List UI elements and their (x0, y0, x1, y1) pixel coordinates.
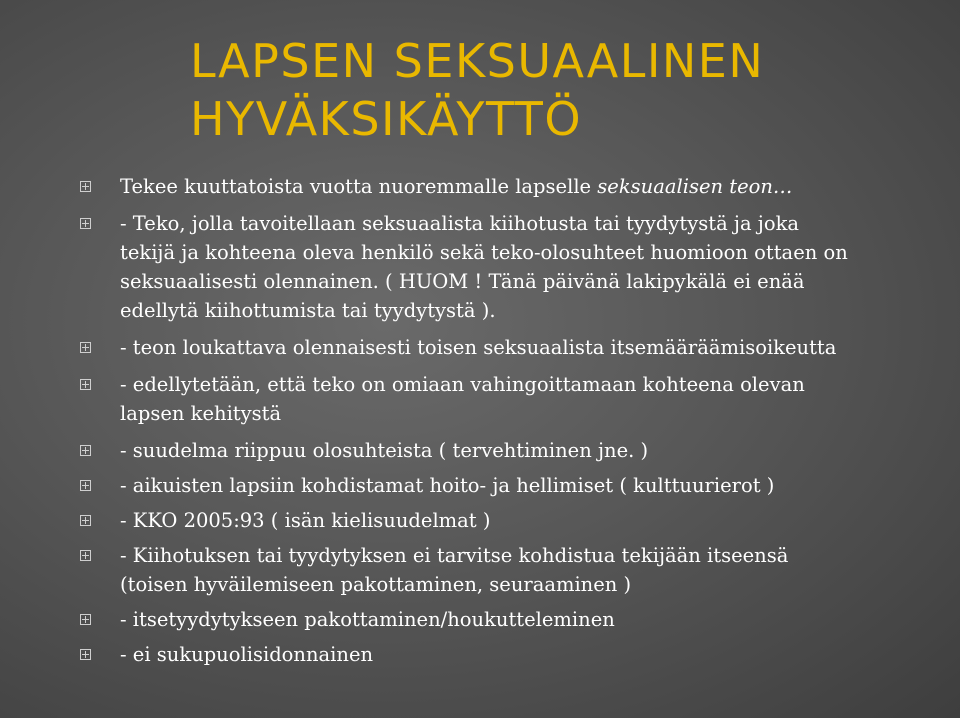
bullet-marker-icon (80, 550, 91, 561)
bullet-item (80, 605, 900, 634)
bullet-list (80, 172, 900, 669)
bullet-item (80, 333, 900, 362)
bullet-line: - edellytetään, että teko on omiaan vahingoittamaan kohteena olevan (120, 373, 805, 396)
title-line-2: HYVÄKSIKÄYTTÖ (190, 92, 583, 146)
bullet-marker-icon (80, 445, 91, 456)
bullet-line: lapsen kehitystä (120, 402, 282, 425)
bullet-item (80, 506, 900, 535)
bullet-text: - ei sukupuolisidonnainen (120, 643, 374, 666)
bullet-marker-icon (80, 480, 91, 491)
bullet-emphasis: seksuaalisen teon… (597, 175, 793, 198)
bullet-marker-icon (80, 218, 91, 229)
bullet-line: - Teko, jolla tavoitellaan seksuaalista kiihotusta tai tyydytystä ja joka (120, 212, 800, 235)
bullet-marker-icon (80, 342, 91, 353)
bullet-line: seksuaalisesti olennainen. ( HUOM ! Tänä päivänä lakipykälä ei enää (120, 270, 805, 293)
bullet-line: tekijä ja kohteena oleva henkilö sekä teko-olosuhteet huomioon ottaen on (120, 241, 848, 264)
bullet-line: (toisen hyväilemiseen pakottaminen, seuraaminen ) (120, 573, 632, 596)
bullet-line: edellytä kiihottumista tai tyydytystä ). (120, 299, 496, 322)
bullet-item (80, 541, 900, 599)
bullet-item (80, 172, 900, 201)
bullet-text: - suudelma riippuu olosuhteista ( tervehtiminen jne. ) (120, 439, 649, 462)
bullet-marker-icon (80, 649, 91, 660)
slide-title (190, 32, 910, 148)
bullet-line: - Kiihotuksen tai tyydytyksen ei tarvitse kohdistua tekijään itseensä (120, 544, 789, 567)
bullet-text: - teon loukattava olennaisesti toisen seksuaalista itsemääräämisoikeutta (120, 336, 837, 359)
bullet-text: - itsetyydytykseen pakottaminen/houkutteleminen (120, 608, 615, 631)
bullet-item (80, 436, 900, 465)
bullet-text: - KKO 2005:93 ( isän kielisuudelmat ) (120, 509, 491, 532)
bullet-item (80, 471, 900, 500)
bullet-text: - aikuisten lapsiin kohdistamat hoito- ja hellimiset ( kulttuurierot ) (120, 474, 775, 497)
bullet-marker-icon (80, 379, 91, 390)
bullet-marker-icon (80, 614, 91, 625)
bullet-text: Tekee kuuttatoista vuotta nuoremmalle lapselle (120, 175, 598, 198)
bullet-item (80, 370, 900, 428)
title-line-1: LAPSEN SEKSUAALINEN (190, 34, 765, 88)
bullet-marker-icon (80, 181, 91, 192)
bullet-item (80, 209, 900, 325)
bullet-marker-icon (80, 515, 91, 526)
bullet-item (80, 640, 900, 669)
